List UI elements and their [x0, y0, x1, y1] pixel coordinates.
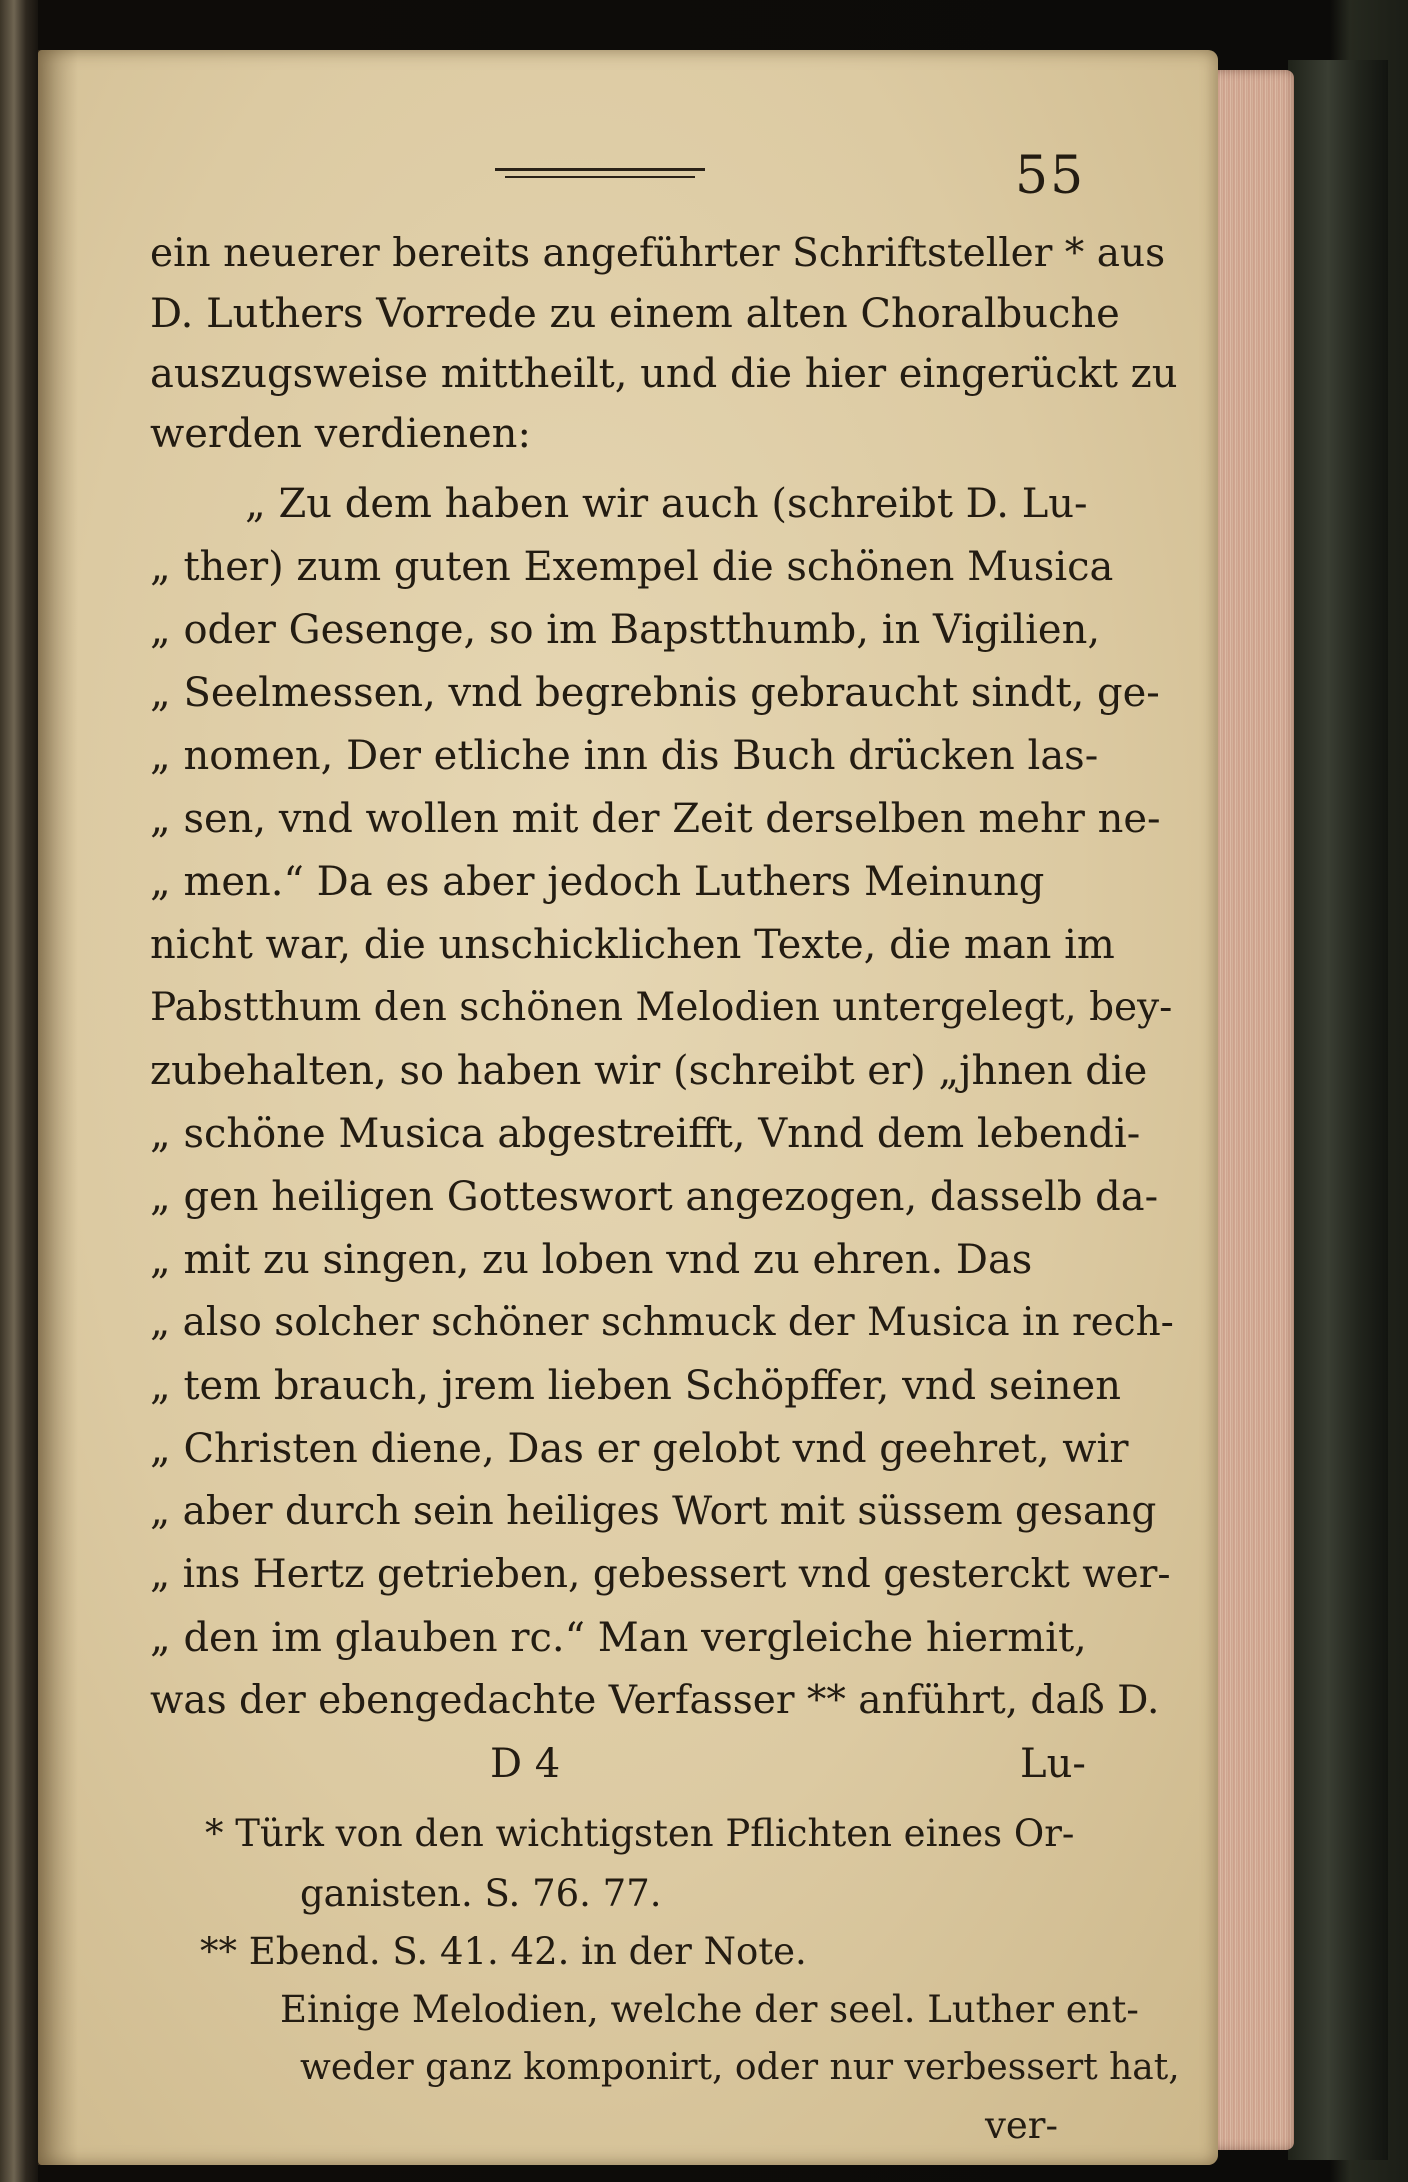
quote-line: „ men.“ Da es aber jedoch Luthers Meinung — [150, 859, 1045, 905]
footnote-line: Einige Melodien, welche der seel. Luther ent- — [280, 1988, 1139, 2031]
footnote-line: * Türk von den wichtigsten Pflichten eines Or- — [205, 1812, 1075, 1855]
quote-line: „ also solcher schöner schmuck der Musica in rech- — [150, 1300, 1174, 1345]
body-line: nicht war, die unschicklichen Texte, die man im — [150, 922, 1115, 968]
quote-line: „ mit zu singen, zu loben vnd zu ehren. Das — [150, 1237, 1033, 1283]
body-line: was der ebengedachte Verfasser ** anführt, daß D. — [150, 1678, 1160, 1723]
page-number: 55 — [1015, 146, 1086, 206]
body-line: zubehalten, so haben wir (schreibt er) „jhnen die — [150, 1048, 1148, 1094]
quote-line: „ Seelmessen, vnd begrebnis gebraucht sindt, ge- — [150, 670, 1160, 716]
header-rule — [495, 168, 705, 171]
quote-line: „ ther) zum guten Exempel die schönen Musica — [150, 544, 1114, 590]
catchword: Lu- — [1020, 1741, 1086, 1787]
quote-line: „ aber durch sein heiliges Wort mit süssem gesang — [150, 1489, 1157, 1534]
footnote-line: ganisten. S. 76. 77. — [300, 1872, 662, 1915]
quote-line: „ oder Gesenge, so im Bapstthumb, in Vigilien, — [150, 607, 1101, 653]
quote-line: „ den im glauben rc.“ Man vergleiche hiermit, — [150, 1615, 1087, 1661]
header-rule-thin — [505, 176, 695, 178]
body-line: D. Luthers Vorrede zu einem alten Choralbuche — [150, 291, 1120, 337]
quote-line: „ Zu dem haben wir auch (schreibt D. Lu- — [245, 481, 1088, 527]
quote-line: „ ins Hertz getrieben, gebessert vnd gesterckt wer- — [150, 1552, 1171, 1597]
quote-line: „ tem brauch, jrem lieben Schöpffer, vnd seinen — [150, 1363, 1121, 1409]
quote-line: „ schöne Musica abgestreifft, Vnnd dem lebendi- — [150, 1111, 1141, 1157]
body-line: werden verdienen: — [150, 411, 531, 457]
quote-line: „ nomen, Der etliche inn dis Buch drücken las- — [150, 733, 1099, 779]
footnote-line: weder ganz komponirt, oder nur verbessert hat, — [300, 2047, 1180, 2088]
footnote-line: ** Ebend. S. 41. 42. in der Note. — [200, 1930, 807, 1973]
body-line: ein neuerer bereits angeführter Schriftsteller * aus — [150, 231, 1166, 276]
body-line: auszugsweise mittheilt, und die hier eingerückt zu — [150, 351, 1178, 397]
body-line: Pabstthum den schönen Melodien untergelegt, bey- — [150, 985, 1173, 1030]
footnote-catchword: ver- — [985, 2104, 1058, 2147]
signature-mark: D 4 — [490, 1741, 561, 1787]
quote-line: „ Christen diene, Das er gelobt vnd geehret, wir — [150, 1426, 1129, 1472]
quote-line: „ gen heiligen Gotteswort angezogen, dasselb da- — [150, 1174, 1159, 1220]
quote-line: „ sen, vnd wollen mit der Zeit derselben mehr ne- — [150, 796, 1161, 842]
